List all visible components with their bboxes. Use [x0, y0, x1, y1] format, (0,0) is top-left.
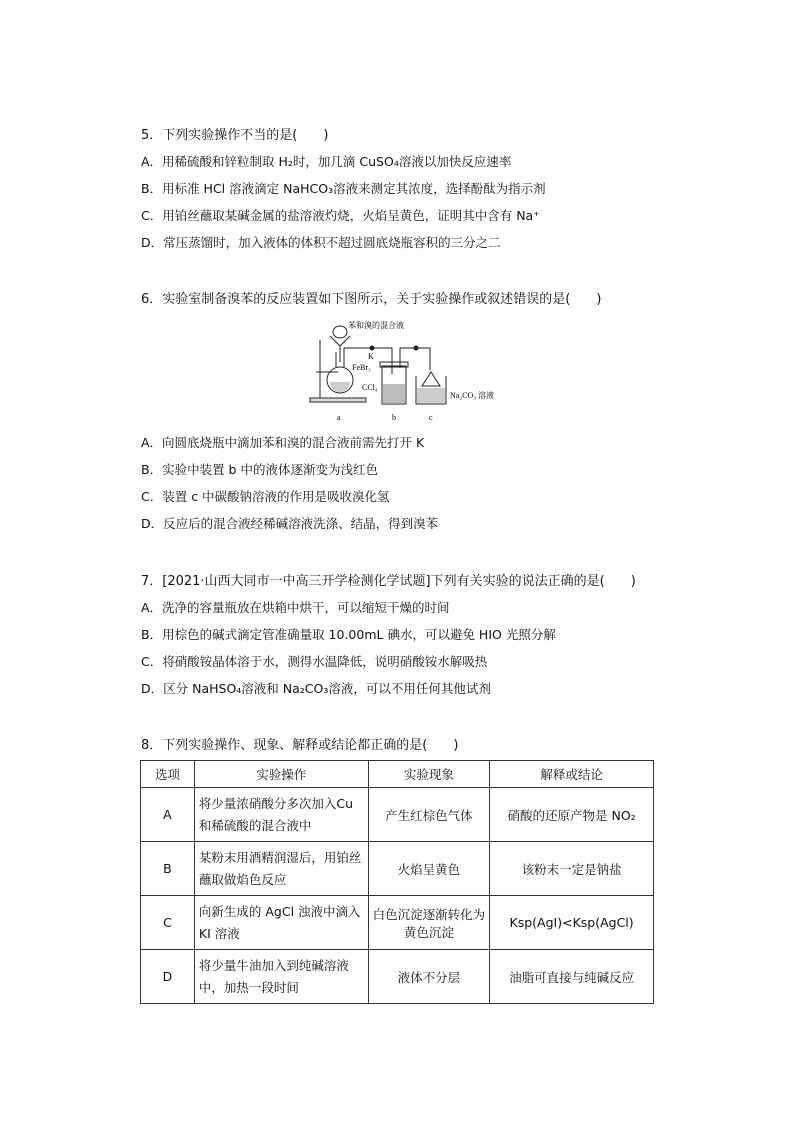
q6-option-c: C．装置 c 中碳酸钠溶液的作用是吸收溴化氢 — [141, 489, 390, 504]
label-b: b — [392, 413, 396, 422]
q5-option-a: A．用稀硫酸和锌粒制取 H₂时，加几滴 CuSO₄溶液以加快反应速率 — [141, 154, 512, 169]
cell-phenomenon: 产生红棕色气体 — [368, 788, 490, 842]
q5-option-c: C．用铂丝蘸取某碱金属的盐溶液灼烧，火焰呈黄色，证明其中含有 Na⁺ — [141, 208, 540, 223]
cell-option: D — [141, 950, 195, 1004]
label-a: a — [337, 413, 341, 422]
label-na2co3: Na₂CO₃ 溶液 — [450, 391, 495, 400]
q7-option-b: B．用棕色的碱式滴定管准确量取 10.00mL 碘水，可以避免 HIO 光照分解 — [141, 627, 556, 642]
table-row — [141, 842, 654, 896]
cell-phenomenon: 火焰呈黄色 — [368, 842, 490, 896]
q5-stem: 5．下列实验操作不当的是( ) — [141, 128, 329, 143]
cell-conclusion: 油脂可直接与纯碱反应 — [490, 950, 654, 1004]
label-ccl4: CCl₄ — [362, 383, 378, 392]
table-row — [141, 950, 654, 1004]
cell-option: B — [141, 842, 195, 896]
cell-conclusion: Ksp(AgI)<Ksp(AgCl) — [490, 896, 654, 950]
table-row — [141, 896, 654, 950]
q8-table — [140, 760, 654, 1004]
q6-option-a: A．向圆底烧瓶中滴加苯和溴的混合液前需先打开 K — [141, 435, 425, 450]
cell-operation: 将少量浓硝酸分多次加入Cu 和稀硫酸的混合液中 — [194, 788, 368, 842]
header-option: 选项 — [141, 761, 195, 788]
q7-option-a: A．洗净的容量瓶放在烘箱中烘干，可以缩短干燥的时间 — [141, 600, 450, 615]
q6-option-d: D．反应后的混合液经稀碱溶液洗涤、结晶，得到溴苯 — [141, 516, 439, 531]
header-phenomenon: 实验现象 — [368, 761, 490, 788]
apparatus-figure — [306, 318, 506, 426]
label-mixture: 苯和溴的混合液 — [348, 321, 404, 330]
cell-phenomenon: 液体不分层 — [368, 950, 490, 1004]
cell-option: C — [141, 896, 195, 950]
cell-phenomenon: 白色沉淀逐渐转化为黄色沉淀 — [368, 896, 490, 950]
header-operation: 实验操作 — [194, 761, 368, 788]
q8-stem: 8．下列实验操作、现象、解释或结论都正确的是( ) — [141, 738, 459, 753]
q6-option-b: B．实验中装置 b 中的液体逐渐变为浅红色 — [141, 462, 378, 477]
q7-stem: 7．[2021·山西大同市一中高三开学检测化学试题]下列有关实验的说法正确的是( ) — [141, 574, 636, 589]
q7-option-c: C．将硝酸铵晶体溶于水，测得水温降低，说明硝酸铵水解吸热 — [141, 654, 488, 669]
q5-option-b: B．用标准 HCl 溶液滴定 NaHCO₃溶液来测定其浓度，选择酚酞为指示剂 — [141, 181, 546, 196]
label-febr3: FeBr₃ — [352, 363, 371, 372]
q6-stem: 6．实验室制备溴苯的反应装置如下图所示，关于实验操作或叙述错误的是( ) — [141, 292, 602, 307]
table-header-row — [141, 761, 654, 788]
label-c: c — [429, 413, 433, 422]
cell-option: A — [141, 788, 195, 842]
table-row — [141, 788, 654, 842]
q5-option-d: D．常压蒸馏时，加入液体的体积不超过圆底烧瓶容积的三分之二 — [141, 235, 501, 250]
cell-conclusion: 硝酸的还原产物是 NO₂ — [490, 788, 654, 842]
cell-conclusion: 该粉末一定是钠盐 — [490, 842, 654, 896]
q7-option-d: D．区分 NaHSO₄溶液和 Na₂CO₃溶液，可以不用任何其他试剂 — [141, 681, 491, 696]
cell-operation: 将少量牛油加入到纯碱溶液中，加热一段时间 — [194, 950, 368, 1004]
header-conclusion: 解释或结论 — [490, 761, 654, 788]
cell-operation: 某粉末用酒精润湿后，用铂丝蘸取做焰色反应 — [194, 842, 368, 896]
cell-operation: 向新生成的 AgCl 浊液中滴入 KI 溶液 — [194, 896, 368, 950]
label-k: K — [368, 352, 374, 361]
